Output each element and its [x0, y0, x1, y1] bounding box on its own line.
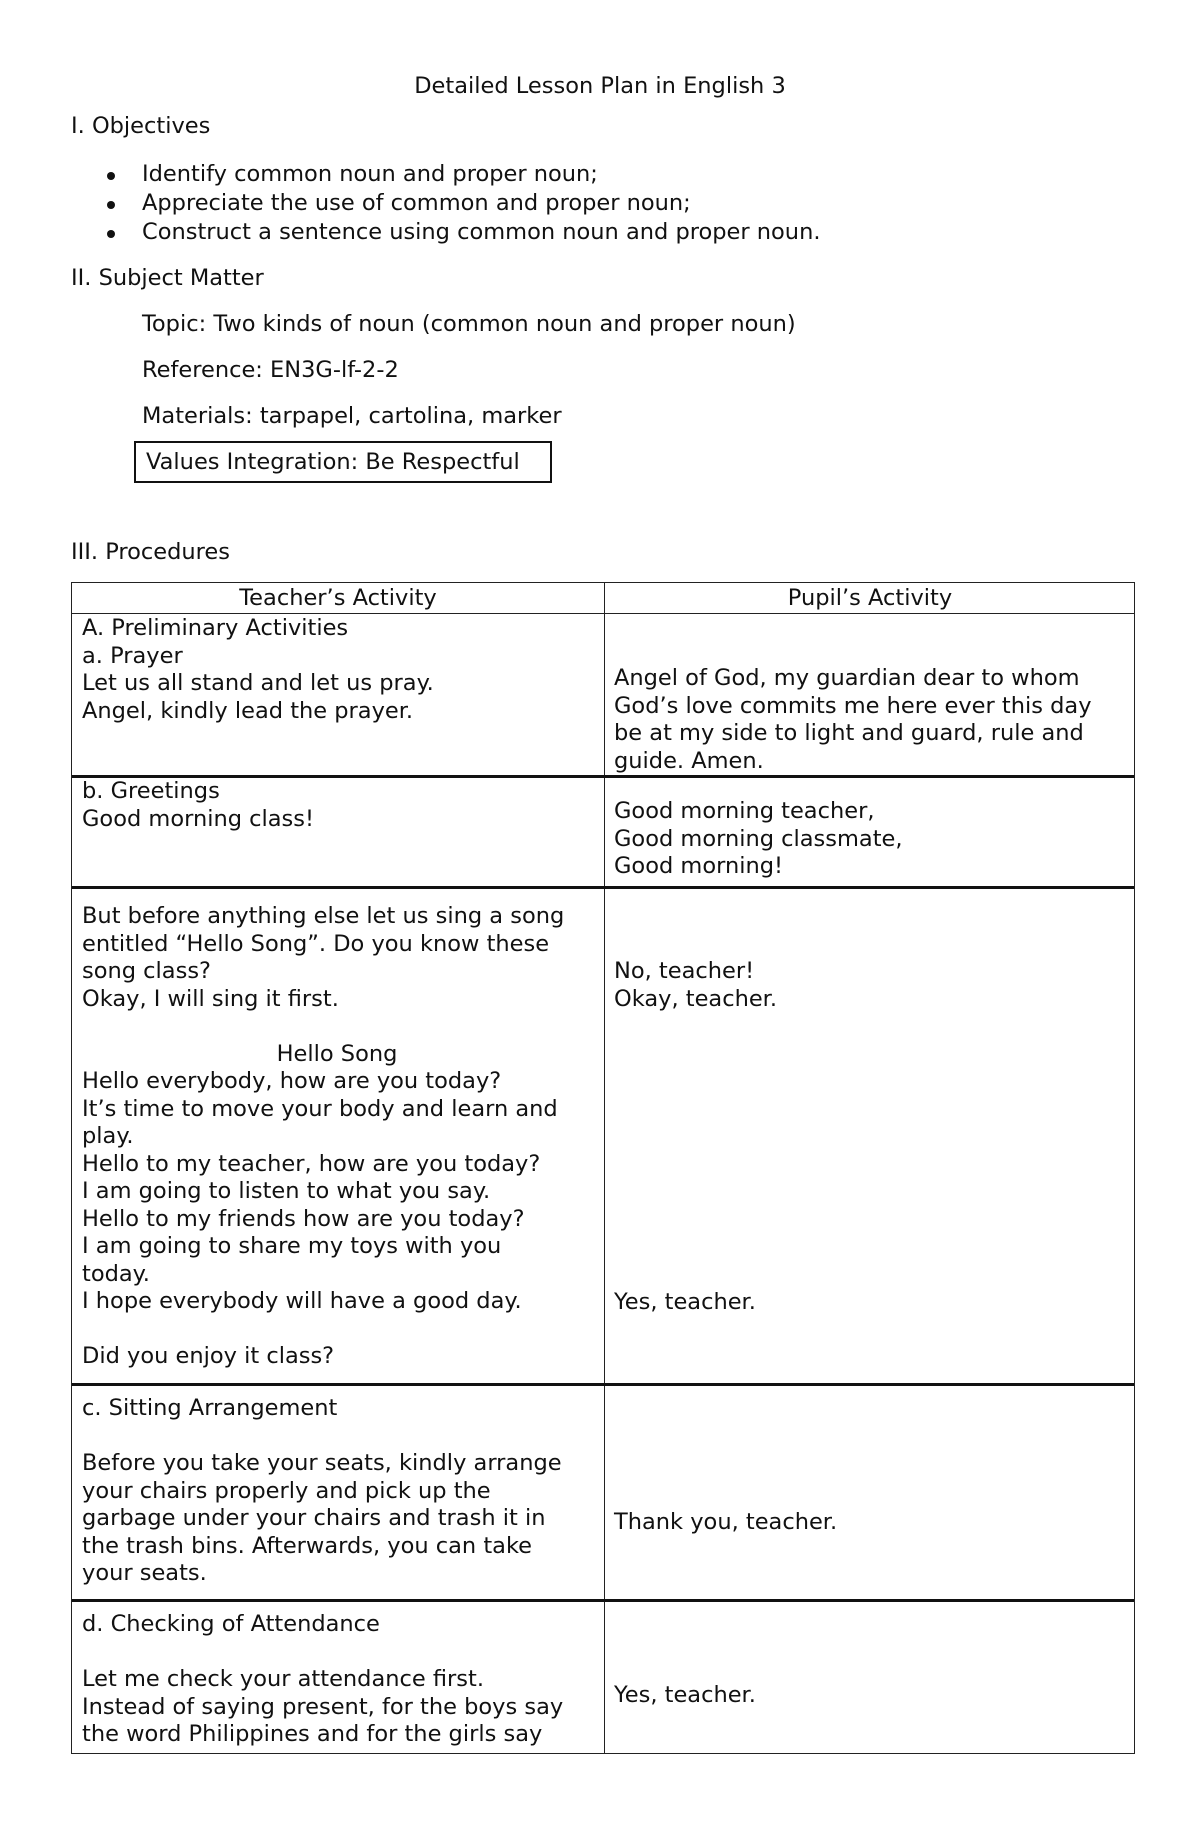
song-teacher-cell — [82, 903, 592, 1371]
prayer-heading: a. Prayer — [82, 642, 183, 669]
teacher-question: Did you enjoy it class? — [82, 1343, 335, 1369]
lyric-line: Hello to my teacher, how are you today? — [82, 1150, 541, 1177]
procedures-table — [71, 582, 1135, 1754]
teacher-line: Before you take your seats, kindly arrange — [82, 1450, 562, 1476]
document-title: Detailed Lesson Plan in English 3 — [414, 73, 786, 99]
song-title: Hello Song — [276, 1040, 398, 1067]
teacher-line: the word Philippines and for the girls say — [82, 1721, 543, 1747]
values-integration-box: Values Integration: Be Respectful — [134, 441, 552, 483]
lyric-line: I hope everybody will have a good day. — [82, 1288, 522, 1314]
pupil-line: Good morning teacher, — [614, 798, 875, 824]
subject-matter-heading: II. Subject Matter — [71, 265, 264, 291]
attendance-pupil-cell — [614, 1682, 1129, 1710]
objective-item: Identify common noun and proper noun; — [71, 160, 820, 189]
pupil-line: No, teacher! — [614, 958, 755, 984]
row-divider — [72, 1383, 1134, 1386]
pupil-line: Good morning! — [614, 853, 784, 879]
lyric-line: I am going to share my toys with you — [82, 1233, 502, 1259]
greetings-heading: b. Greetings — [82, 778, 220, 804]
teacher-line: your chairs properly and pick up the — [82, 1477, 491, 1504]
teacher-line: Good morning class! — [82, 805, 315, 832]
pupil-line: God’s love commits me here ever this day — [614, 692, 1092, 719]
teacher-line: the trash bins. Afterwards, you can take — [82, 1532, 533, 1559]
row-divider — [72, 1599, 1134, 1602]
sitting-teacher-cell — [82, 1395, 592, 1588]
sitting-heading: c. Sitting Arrangement — [82, 1395, 338, 1421]
greetings-teacher-cell — [82, 778, 592, 833]
teacher-line: Let us all stand and let us pray. — [82, 670, 434, 696]
teacher-line: song class? — [82, 958, 211, 984]
pupil-line: Okay, teacher. — [614, 985, 778, 1012]
teacher-line: Instead of saying present, for the boys say — [82, 1693, 564, 1720]
pupil-line: Thank you, teacher. — [614, 1509, 838, 1535]
teacher-line: Angel, kindly lead the prayer. — [82, 697, 414, 724]
objectives-list — [71, 160, 820, 247]
lyric-line: It’s time to move your body and learn and — [82, 1095, 558, 1122]
objectives-heading: I. Objectives — [71, 113, 211, 139]
topic-line: Topic: Two kinds of noun (common noun and proper noun) — [142, 311, 796, 337]
objective-item: Appreciate the use of common and proper noun; — [71, 189, 820, 218]
pupil-line: Good morning classmate, — [614, 825, 903, 852]
attendance-heading: d. Checking of Attendance — [82, 1611, 380, 1637]
sitting-pupil-cell — [614, 1509, 1129, 1537]
lyric-line: I am going to listen to what you say. — [82, 1178, 491, 1204]
procedures-heading: III. Procedures — [71, 539, 230, 565]
teacher-line: garbage under your chairs and trash it in — [82, 1505, 546, 1531]
row-divider — [72, 886, 1134, 889]
song-pupil-final — [614, 1289, 1129, 1317]
prelim-heading: A. Preliminary Activities — [82, 615, 349, 641]
header-divider — [72, 613, 1134, 614]
objective-item: Construct a sentence using common noun and proper noun. — [71, 218, 820, 247]
teacher-line: But before anything else let us sing a song — [82, 903, 565, 929]
materials-line: Materials: tarpapel, cartolina, marker — [142, 403, 562, 429]
pupil-activity-header: Pupil’s Activity — [787, 585, 953, 611]
teacher-line: your seats. — [82, 1560, 207, 1586]
teacher-line: Let me check your attendance first. — [82, 1666, 484, 1692]
lyric-line: Hello everybody, how are you today? — [82, 1068, 502, 1094]
prelim-pupil-cell — [614, 665, 1129, 775]
reference-line: Reference: EN3G-lf-2-2 — [142, 357, 399, 383]
prelim-teacher-cell — [82, 615, 592, 725]
teacher-line: Okay, I will sing it first. — [82, 985, 339, 1012]
teacher-activity-header: Teacher’s Activity — [239, 585, 437, 611]
teacher-line: entitled “Hello Song”. Do you know these — [82, 930, 550, 957]
pupil-line: Angel of God, my guardian dear to whom — [614, 665, 1080, 691]
pupil-line: be at my side to light and guard, rule and — [614, 720, 1084, 746]
pupil-line: Yes, teacher. — [614, 1682, 756, 1708]
column-divider — [604, 583, 605, 1753]
lyric-line: play. — [82, 1123, 134, 1149]
lyric-line: Hello to my friends how are you today? — [82, 1205, 525, 1232]
pupil-line: Yes, teacher. — [614, 1289, 756, 1315]
greetings-pupil-cell — [614, 798, 1129, 881]
lyric-line: today. — [82, 1260, 150, 1287]
pupil-line: guide. Amen. — [614, 747, 764, 774]
song-pupil-answers — [614, 958, 1129, 1013]
attendance-teacher-cell — [82, 1611, 592, 1749]
